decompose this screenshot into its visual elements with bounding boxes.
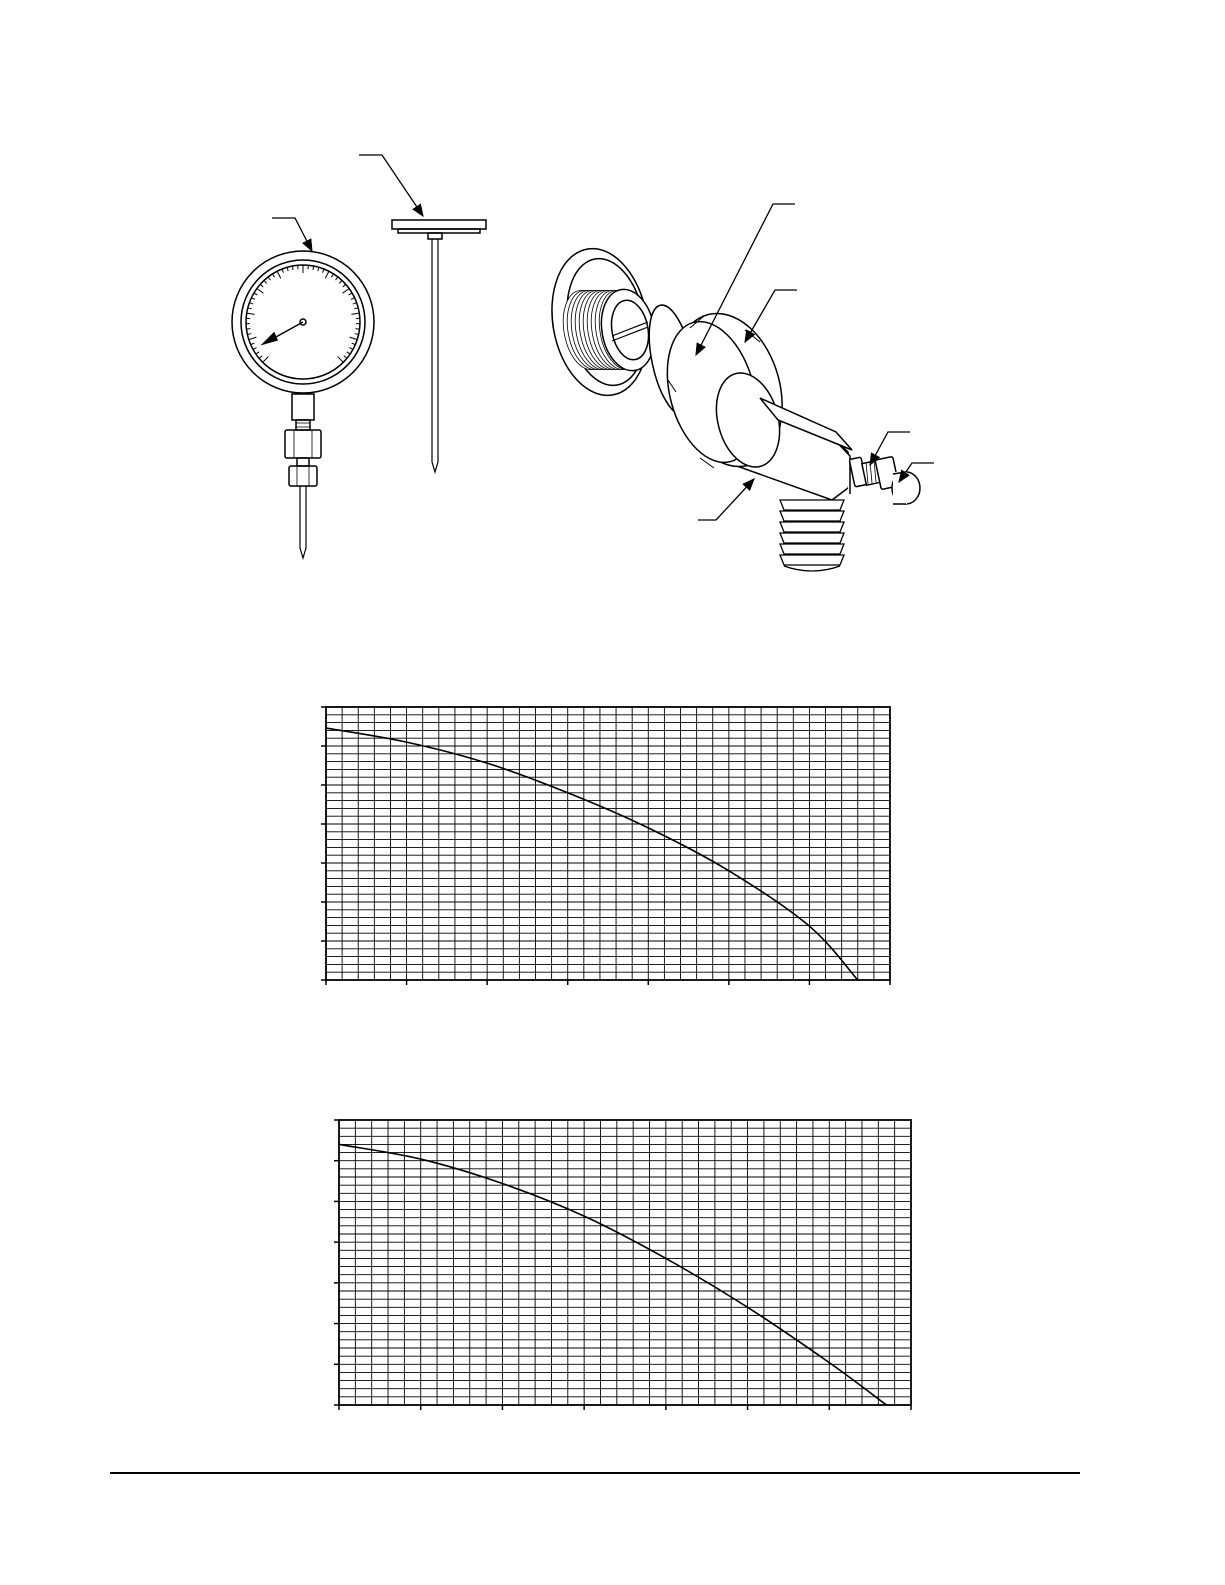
plot-frame [339,1120,911,1405]
chart-grid [339,1120,911,1405]
footer-rule [110,1472,1080,1474]
